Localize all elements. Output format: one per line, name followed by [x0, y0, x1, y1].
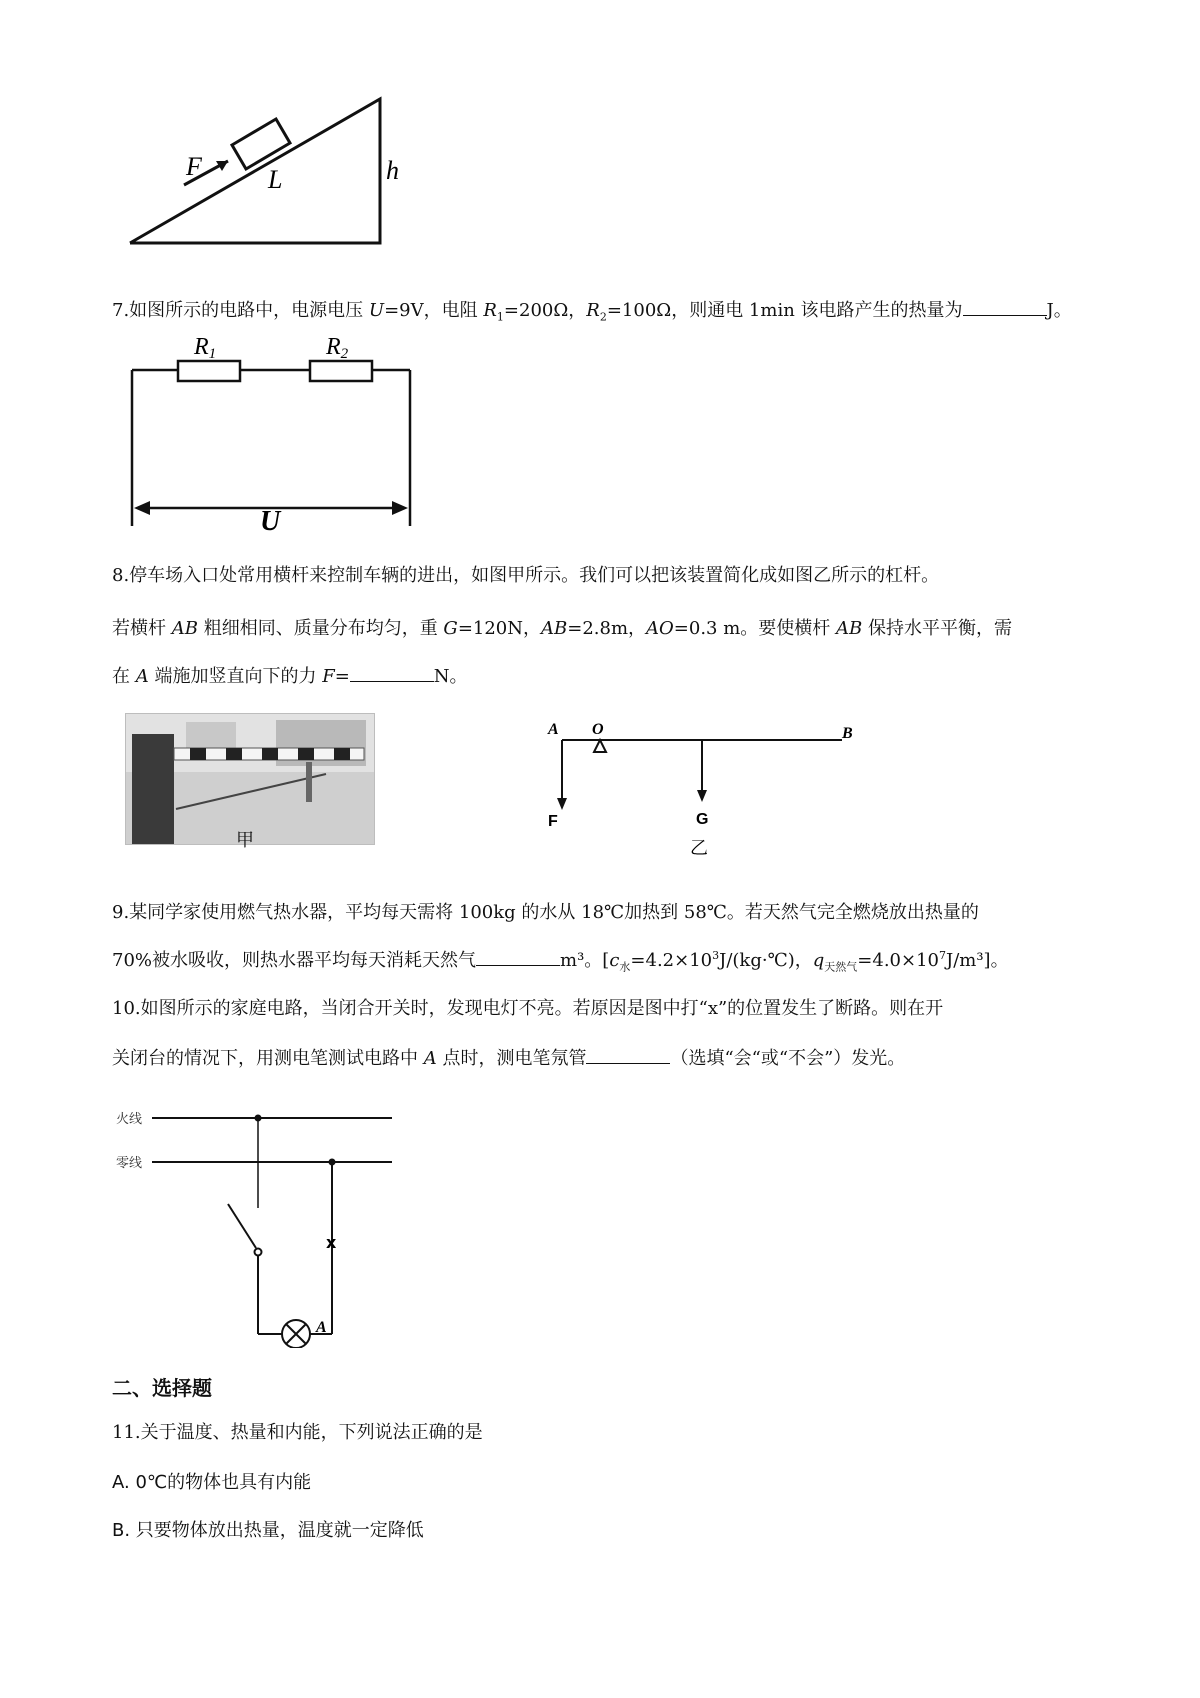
incline-triangle: [130, 99, 380, 243]
lever-figure: [540, 718, 870, 858]
section-heading-choice: 二、选择题: [112, 1376, 212, 1400]
question-8-line-3: 在 A 端施加竖直向下的力 F= N。: [112, 662, 468, 688]
caption-jia: 甲: [236, 830, 254, 851]
question-8-line-1: 8.停车场入口处常用横杆来控制车辆的进出，如图甲所示。我们可以把该装置简化成如图乙所示的杠杆。: [112, 565, 940, 586]
point-a-label: A: [316, 1319, 327, 1336]
question-7: 7.如图所示的电路中，电源电压 U=9V，电阻 $R_1=200\Omega$，$R_2=100\Omega$，则通电 1min 该电路产生的热量为 J。: [112, 296, 1072, 324]
force-label: F: [186, 152, 202, 181]
question-9-line-2: 70%被水吸收，则热水器平均每天消耗天然气 m³。[$c_水=4.2\times 10^3J/(kg\cdot℃)$，$q_{天然气}=4.0\times 10^7J/m^3$]。: [112, 949, 1009, 974]
r2-label: R2: [326, 338, 349, 362]
break-mark: x: [326, 1233, 337, 1252]
answer-blank-9[interactable]: [476, 947, 560, 966]
lever-o-label: O: [592, 721, 604, 738]
fulcrum: [594, 740, 606, 752]
question-9-line-1: 9.某同学家使用燃气热水器，平均每天需将 100kg 的水从 18℃加热到 58℃。若天然气完全燃烧放出热量的: [112, 902, 979, 923]
lever-a-label: A: [548, 721, 559, 738]
live-wire-label: 火线: [116, 1112, 143, 1127]
incline-figure: [120, 95, 420, 265]
resistor-r2: [310, 361, 372, 381]
incline-block: [232, 119, 290, 169]
option-b[interactable]: B. 只要物体放出热量，温度就一定降低: [112, 1520, 424, 1541]
length-label: L: [268, 165, 283, 194]
household-circuit-figure: [110, 1098, 410, 1348]
question-11-stem: 11.关于温度、热量和内能，下列说法正确的是: [112, 1422, 483, 1443]
resistor-r1: [178, 361, 240, 381]
question-10-line-1: 10.如图所示的家庭电路，当闭合开关时，发现电灯不亮。若原因是图中打“x”的位置发生了断路。则在开: [112, 998, 944, 1019]
neutral-wire-label: 零线: [116, 1156, 143, 1171]
switch-blade[interactable]: [228, 1204, 256, 1248]
option-a[interactable]: A. 0℃的物体也具有内能: [112, 1472, 312, 1493]
answer-blank-8[interactable]: [350, 663, 434, 682]
answer-blank-10[interactable]: [586, 1045, 670, 1064]
answer-blank-7[interactable]: [963, 297, 1047, 316]
r1-label: R1: [194, 338, 217, 362]
question-10-line-2: 关闭台的情况下，用测电笔测试电路中 A 点时，测电笔氖管 （选填“会“或“不会”）发光。: [112, 1044, 905, 1070]
question-8-line-2: 若横杆 AB 粗细相同、质量分布均匀，重 G=120N，AB=2.8m，AO=0.3 m。要使横杆 AB 保持水平平衡，需: [112, 618, 1012, 639]
voltage-label: U: [260, 506, 281, 537]
lever-f-label: F: [548, 813, 558, 830]
height-label: h: [386, 156, 399, 185]
lever-b-label: B: [842, 725, 853, 742]
series-circuit-figure: [120, 338, 460, 538]
lever-g-label: G: [696, 811, 709, 828]
caption-yi: 乙: [690, 838, 708, 858]
